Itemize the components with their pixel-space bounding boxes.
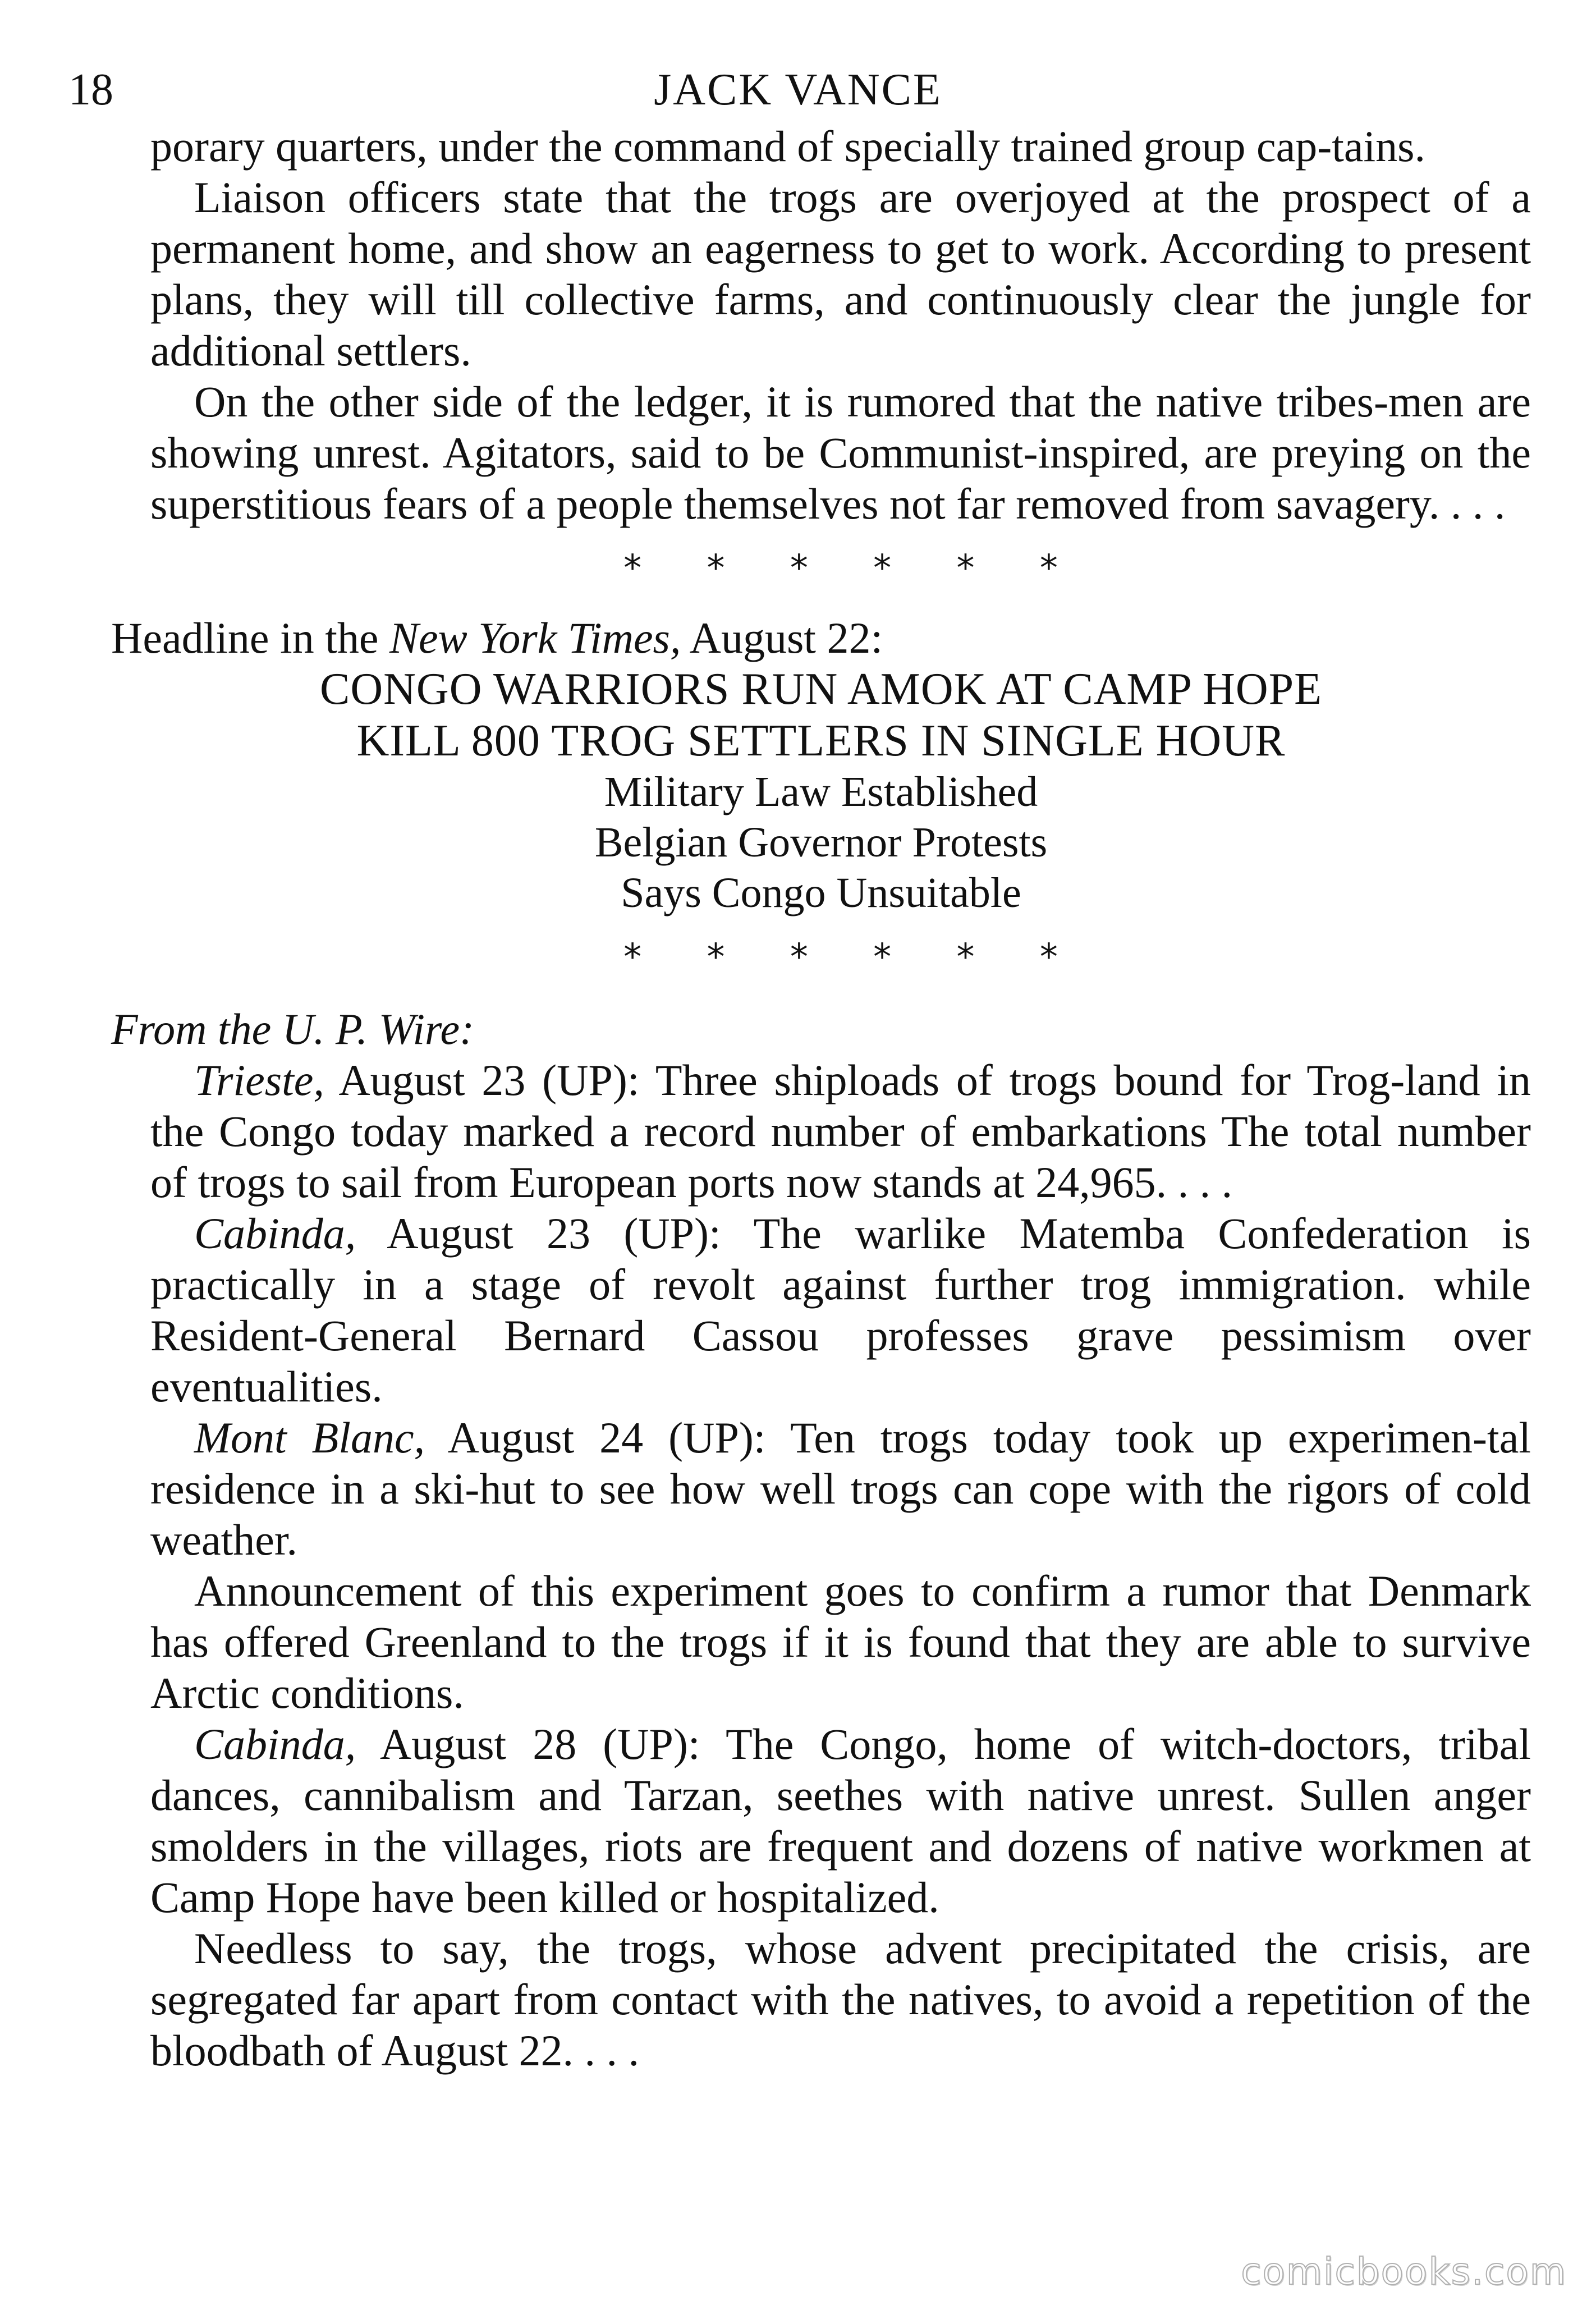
wire-item-text: Needless to say, the trogs, whose advent precipitated the crisis, are segregated far apart from contact with the natives, to avoid a repetition of the bloodbath of August 22. . . . bbox=[150, 1924, 1531, 2075]
wire-title: From the U. P. Wire: bbox=[111, 1005, 475, 1053]
headline-intro-suffix: August 22: bbox=[681, 613, 883, 662]
wire-item bbox=[150, 1565, 1531, 1718]
body-text bbox=[111, 121, 1531, 2076]
headline-line: KILL 800 TROG SETTLERS IN SINGLE HOUR bbox=[356, 716, 1286, 766]
wire-item-text: August 28 (UP): The Congo, home of witch-doctors, tribal dances, cannibalism and Tarzan, seethes with native unrest. Sullen anger smolders in the villages, riots are frequent and dozens of native workmen at Camp Hope have been killed or hospitalized. bbox=[150, 1720, 1531, 1922]
wire-dateline-place: Cabinda, bbox=[194, 1209, 356, 1258]
wire-item bbox=[150, 1923, 1531, 2076]
headline-intro bbox=[111, 612, 1531, 663]
section-separator: * * * * * * bbox=[623, 937, 1085, 978]
subheadline-line: Says Congo Unsuitable bbox=[621, 869, 1021, 916]
page-header bbox=[0, 59, 1596, 121]
wire-item bbox=[150, 1055, 1531, 1208]
wire-item-text: August 23 (UP): Three shiploads of trogs bound for Trog-land in the Congo today marked a record number of embarkations The total number of trogs to sail from European ports now stands at 24,965. . . . bbox=[150, 1056, 1531, 1207]
headline-intro-prefix: Headline in the bbox=[111, 613, 389, 662]
wire-item-text: August 24 (UP): Ten trogs today took up experimen-tal residence in a ski-hut to see how well trogs can cope with the rigors of cold weather. bbox=[150, 1413, 1531, 1564]
subheadline-line: Military Law Established bbox=[604, 768, 1038, 815]
wire-item-text: Announcement of this experiment goes to confirm a rumor that Denmark has offered Greenland to the trogs if it is found that they are able to survive Arctic conditions. bbox=[150, 1566, 1531, 1717]
paragraph: porary quarters, under the command of specially trained group cap-tains. bbox=[150, 122, 1426, 171]
running-head: JACK VANCE bbox=[654, 65, 942, 114]
section-separator: * * * * * * bbox=[623, 548, 1085, 589]
subheadline-line: Belgian Governor Protests bbox=[594, 819, 1048, 866]
wire-dateline-place: Cabinda, bbox=[194, 1720, 356, 1768]
page-number: 18 bbox=[68, 65, 113, 114]
wire-dateline-place: Mont Blanc, bbox=[194, 1413, 425, 1462]
publication-name: New York Times, bbox=[389, 613, 681, 662]
site-watermark: comicbooks.com bbox=[1241, 2250, 1567, 2293]
wire-item bbox=[150, 1718, 1531, 1923]
wire-item bbox=[150, 1208, 1531, 1412]
paragraph: On the other side of the ledger, it is rumored that the native tribes-men are showing unrest. Agitators, said to be Communist-inspired, are preying on the superstitious fears of a people themselves not far removed from savagery. . . . bbox=[150, 377, 1531, 528]
wire-item bbox=[150, 1412, 1531, 1565]
wire-item-text: August 23 (UP): The warlike Matemba Confederation is practically in a stage of revolt against further trog immigration. while Resident-General Bernard Cassou professes grave pessimism over eventualities. bbox=[150, 1209, 1531, 1411]
wire-dateline-place: Trieste, bbox=[194, 1056, 324, 1104]
headline-line: CONGO WARRIORS RUN AMOK AT CAMP HOPE bbox=[320, 664, 1322, 714]
paragraph: Liaison officers state that the trogs are overjoyed at the prospect of a permanent home, and show an eagerness to get to work. According to present plans, they will till collective farms, and continuously clear the jungle for additional settlers. bbox=[150, 173, 1531, 375]
